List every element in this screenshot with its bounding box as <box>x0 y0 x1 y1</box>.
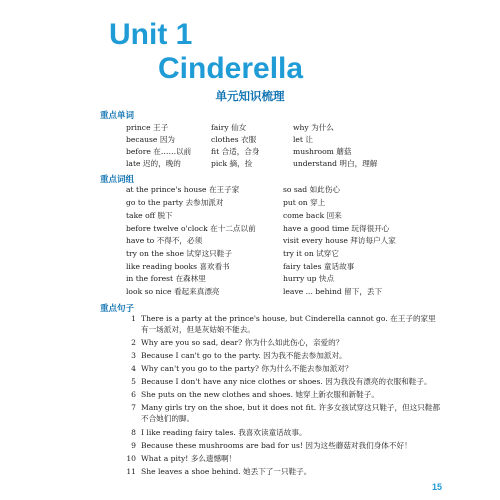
word-item: mushroom 蘑菇 <box>293 147 352 156</box>
phrase-item: try it on 试穿它 <box>283 249 339 258</box>
sentence-number: 3 <box>131 351 136 360</box>
sentence-text: Because I can't go to the party. 因为我不能去参加派对。 <box>141 351 347 360</box>
phrase-item: visit every house 拜访每户人家 <box>283 236 396 245</box>
sentence-text: There is a party at the prince's house, but Cinderella cannot go. 在王子的家里有一场派对，但是灰姑娘不能去。 <box>141 314 436 334</box>
phrase-item: take off 脱下 <box>126 211 173 220</box>
sentence-text: She leaves a shoe behind. 她丢下了一只鞋子。 <box>141 467 312 476</box>
sentence-number: 7 <box>131 403 136 412</box>
phrase-item: hurry up 快点 <box>283 274 335 283</box>
phrase-item: come back 回来 <box>283 211 342 220</box>
phrase-item: put on 穿上 <box>283 198 326 207</box>
word-item: because 因为 <box>126 135 176 144</box>
phrase-item: try on the shoe 试穿这只鞋子 <box>126 249 232 258</box>
word-item: let 让 <box>293 135 313 144</box>
unit-title: Cinderella <box>158 52 304 85</box>
sentence-text: Why can't you go to the party? 你为什么不能去参加派对？ <box>141 364 353 373</box>
word-item: clothes 衣服 <box>211 135 257 144</box>
sentence-text: Because I don't have any nice clothes or shoes. 因为我没有漂亮的衣服和鞋子。 <box>141 377 432 386</box>
sentence-number: 4 <box>131 364 136 373</box>
phrase-item: like reading books 喜欢看书 <box>126 262 230 271</box>
sentence-text: She puts on the new clothes and shoes. 她穿上新衣服和新鞋子。 <box>141 390 379 399</box>
sentences-header: 重点句子 <box>100 304 135 314</box>
phrase-item: look so nice 看起来真漂亮 <box>126 287 220 296</box>
sentence-number: 5 <box>131 377 136 386</box>
phrase-item: have to 不得不，必须 <box>126 236 203 245</box>
word-item: before 在……以前 <box>126 147 192 156</box>
sentence-text: Why are you so sad, dear? 你为什么如此伤心，亲爱的？ <box>141 338 344 347</box>
sentence-number: 2 <box>131 338 136 347</box>
sentence-number: 11 <box>126 467 136 476</box>
word-item: fit 合适，合身 <box>211 147 260 156</box>
sentence-number: 10 <box>126 454 136 463</box>
word-item: late 迟的，晚的 <box>126 159 181 168</box>
phrase-item: before twelve o'clock 在十二点以前 <box>126 224 256 233</box>
word-item: prince 王子 <box>126 123 169 132</box>
sentence-text: What a pity! 多么遗憾啊！ <box>141 454 237 463</box>
words-header: 重点单词 <box>100 111 135 121</box>
sentence-text: I like reading fairy tales. 我喜欢读童话故事。 <box>141 428 307 437</box>
sentence-text: Many girls try on the shoe, but it does not fit. 许多女孩试穿这只鞋子，但这只鞋都不合她们的脚。 <box>141 403 441 423</box>
unit-label: Unit 1 <box>109 18 193 51</box>
phrase-item: fairy tales 童话故事 <box>283 262 355 271</box>
phrase-item: so sad 如此伤心 <box>283 185 340 194</box>
word-item: pick 摘，捡 <box>211 159 253 168</box>
sentence-number: 9 <box>131 441 136 450</box>
phrase-item: go to the party 去参加派对 <box>126 198 224 207</box>
section-header: 单元知识梳理 <box>215 89 285 103</box>
sentence-number: 6 <box>131 390 136 399</box>
word-item: fairy 仙女 <box>211 123 247 132</box>
sentence-text: Because these mushrooms are bad for us! 因为这些蘑菇对我们身体不好！ <box>141 441 412 450</box>
phrase-item: at the prince's house 在王子家 <box>126 185 240 194</box>
phrase-item: leave ... behind 留下，丢下 <box>283 287 383 296</box>
phrase-item: have a good time 玩得很开心 <box>283 224 390 233</box>
phrases-header: 重点词组 <box>100 175 135 185</box>
sentence-number: 1 <box>131 314 136 323</box>
page-number: 15 <box>431 482 442 492</box>
sentence-number: 8 <box>131 428 136 437</box>
word-item: why 为什么 <box>293 123 334 132</box>
word-item: understand 明白，理解 <box>293 159 378 168</box>
phrase-item: in the forest 在森林里 <box>126 274 206 283</box>
